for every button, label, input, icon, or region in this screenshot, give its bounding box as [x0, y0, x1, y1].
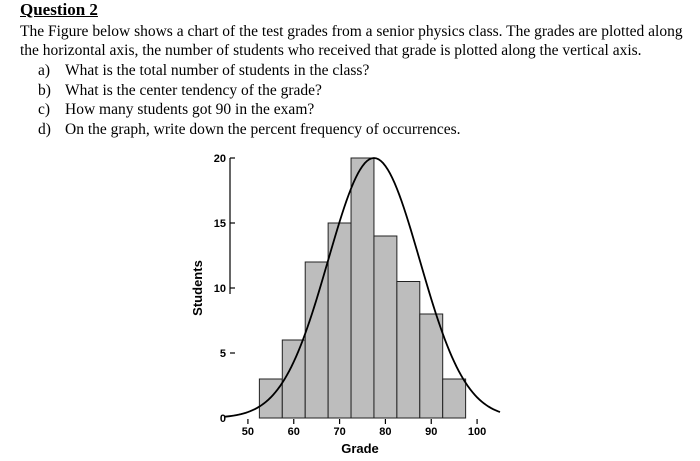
question-item-letter: d) [38, 120, 51, 138]
question-item-text: How many students got 90 in the exam? [65, 101, 315, 118]
histogram-bar [351, 158, 374, 418]
histogram-bar [328, 223, 351, 418]
y-tick-label: 0 [219, 413, 226, 425]
grade-histogram-svg [180, 140, 510, 456]
question-intro-line2: the horizontal axis, the number of students who received that grade is plotted along the vertical axis. [20, 42, 642, 59]
question-intro-line1: The Figure below shows a chart of the test grades from a senior physics class. The grades are plotted along [20, 23, 683, 40]
grade-histogram [180, 140, 510, 456]
question-item [20, 100, 690, 120]
y-tick-label: 15 [213, 218, 226, 230]
x-tick-label: 100 [467, 426, 487, 438]
question-item-letter: a) [38, 62, 51, 79]
question-item-letter: b) [38, 81, 51, 99]
question-item [20, 120, 690, 140]
question-item [20, 81, 690, 101]
y-axis-label: Students [190, 260, 205, 316]
y-tick-label: 10 [213, 283, 226, 295]
question-item [20, 61, 690, 81]
histogram-bar [420, 314, 443, 418]
histogram-bar [443, 379, 466, 418]
x-axis-label: Grade [341, 441, 379, 456]
histogram-bar [374, 236, 397, 418]
x-tick-label: 70 [333, 426, 346, 438]
question-items [20, 61, 690, 139]
x-tick-label: 90 [425, 426, 438, 438]
question-item-text: What is the total number of students in the class? [65, 62, 370, 79]
x-tick-label: 60 [287, 426, 300, 438]
question-block [20, 0, 690, 139]
bars-group [259, 158, 465, 418]
histogram-bar [305, 262, 328, 418]
question-intro [20, 22, 690, 60]
question-item-text: On the graph, write down the percent frequency of occurrences. [65, 120, 461, 138]
question-title: Question 2 [20, 0, 98, 19]
question-item-text: What is the center tendency of the grade? [65, 81, 322, 99]
histogram-bar [397, 282, 420, 419]
y-tick-label: 5 [219, 348, 226, 360]
question-item-letter: c) [38, 101, 51, 118]
histogram-bar [282, 340, 305, 418]
x-tick-label: 80 [379, 426, 392, 438]
x-tick-label: 50 [241, 426, 255, 438]
y-tick-label: 20 [213, 153, 226, 165]
